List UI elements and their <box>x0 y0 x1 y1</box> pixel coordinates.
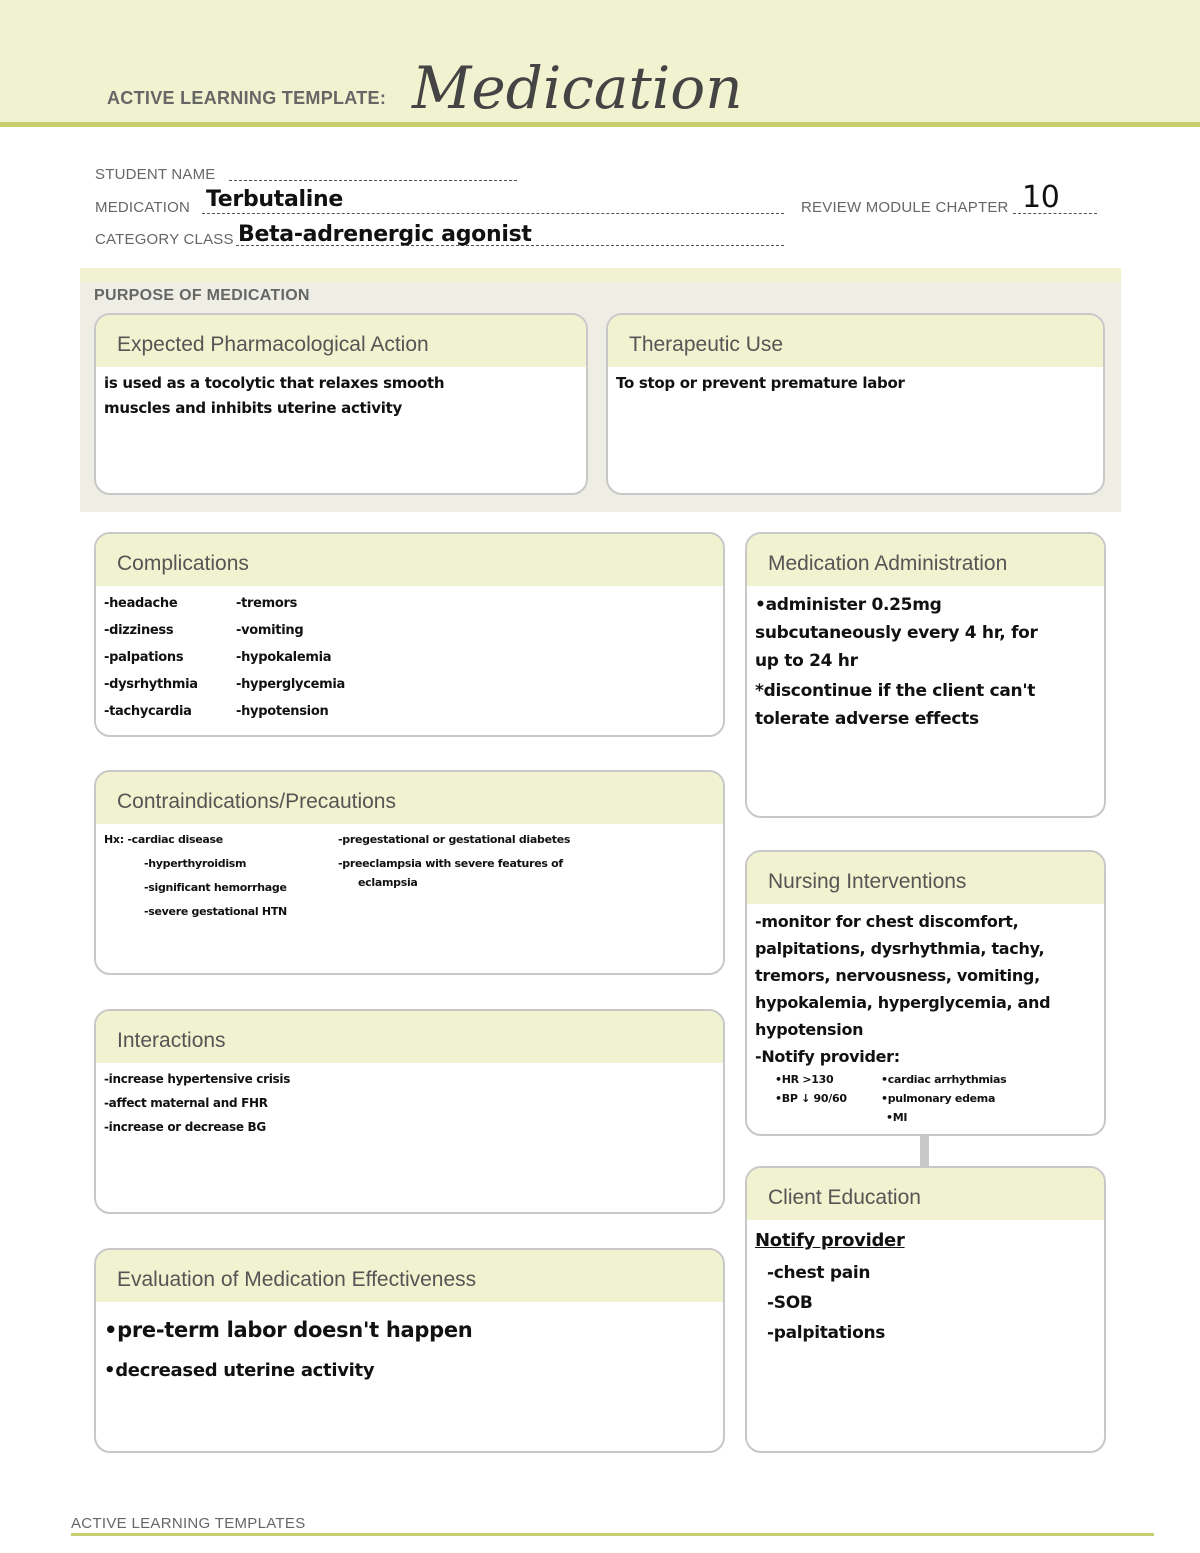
nursing-content <box>747 904 1104 1127</box>
notify-provider-list <box>755 1070 1096 1127</box>
complications-column <box>236 590 345 725</box>
expected-action-content <box>96 367 586 421</box>
complications-column <box>104 590 236 725</box>
evaluation-item: •pre-term labor doesn't happen <box>104 1318 473 1342</box>
nursing-line: tremors, nervousness, vomiting, <box>755 966 1040 985</box>
contraindications-column <box>104 828 338 924</box>
nursing-line: palpitations, dysrhythmia, tachy, <box>755 939 1045 958</box>
interaction-item: -affect maternal and FHR <box>104 1096 268 1110</box>
category-class-label: CATEGORY CLASS <box>95 231 234 248</box>
contraindications-box <box>94 770 725 975</box>
expected-action-line: muscles and inhibits uterine activity <box>104 399 402 417</box>
nursing-line: hypokalemia, hyperglycemia, and <box>755 993 1051 1012</box>
notify-item: •MI <box>886 1111 908 1124</box>
therapeutic-use-box <box>606 313 1105 495</box>
page-title: Medication <box>412 54 743 122</box>
contraindication-item: -pregestational or gestational diabetes <box>338 833 571 846</box>
contraindication-item: Hx: -cardiac disease <box>104 833 223 846</box>
complication-item: -headache <box>104 596 178 611</box>
box-connector <box>920 1134 929 1168</box>
complication-item: -palpations <box>104 650 184 665</box>
review-module-label: REVIEW MODULE CHAPTER <box>801 199 1009 216</box>
education-box <box>745 1166 1106 1453</box>
administration-line: tolerate adverse effects <box>755 709 979 729</box>
complication-item: -vomiting <box>236 623 304 638</box>
notify-column <box>881 1070 1006 1127</box>
complications-heading: Complications <box>96 534 723 586</box>
interaction-item: -increase hypertensive crisis <box>104 1072 291 1086</box>
evaluation-item: •decreased uterine activity <box>104 1360 375 1381</box>
nursing-line: -Notify provider: <box>755 1047 900 1066</box>
student-name-label: STUDENT NAME <box>95 166 216 183</box>
administration-line: subcutaneously every 4 hr, for <box>755 623 1038 643</box>
education-item: -chest pain <box>767 1263 871 1283</box>
nursing-heading: Nursing Interventions <box>747 852 1104 904</box>
administration-line: •administer 0.25mg <box>755 595 942 615</box>
notify-item: •pulmonary edema <box>881 1092 996 1105</box>
education-title: Notify provider <box>755 1230 905 1251</box>
evaluation-box <box>94 1248 725 1453</box>
review-module-value: 10 <box>1022 180 1060 215</box>
complications-box <box>94 532 725 737</box>
contraindication-item: eclampsia <box>358 876 418 889</box>
category-class-value: Beta-adrenergic agonist <box>238 222 532 247</box>
header-divider <box>0 122 1200 127</box>
evaluation-heading: Evaluation of Medication Effectiveness <box>96 1250 723 1302</box>
complication-item: -tremors <box>236 596 298 611</box>
complication-item: -dysrhythmia <box>104 677 198 692</box>
notify-item: •cardiac arrhythmias <box>881 1073 1007 1086</box>
student-name-field[interactable] <box>229 180 517 181</box>
contraindication-item: -hyperthyroidism <box>144 857 247 870</box>
nursing-box <box>745 850 1106 1136</box>
therapeutic-use-content <box>608 367 1103 396</box>
template-label: ACTIVE LEARNING TEMPLATE: <box>107 88 387 108</box>
contraindication-item: -significant hemorrhage <box>144 881 287 894</box>
education-heading: Client Education <box>747 1168 1104 1220</box>
notify-column <box>775 1070 881 1127</box>
therapeutic-use-heading: Therapeutic Use <box>608 315 1103 367</box>
therapeutic-use-line: To stop or prevent premature labor <box>616 374 905 392</box>
contraindications-heading: Contraindications/Precautions <box>96 772 723 824</box>
interactions-box <box>94 1009 725 1214</box>
complication-item: -dizziness <box>104 623 174 638</box>
administration-line: up to 24 hr <box>755 651 858 671</box>
contraindication-item: -preeclampsia with severe features of <box>338 857 563 870</box>
contraindications-column <box>338 828 570 924</box>
education-content <box>747 1220 1104 1348</box>
education-item: -SOB <box>767 1293 813 1313</box>
evaluation-content <box>96 1302 723 1388</box>
interactions-heading: Interactions <box>96 1011 723 1063</box>
interactions-content <box>96 1063 723 1139</box>
education-item: -palpitations <box>767 1323 886 1343</box>
notify-item: •BP ↓ 90/60 <box>775 1092 847 1105</box>
administration-box <box>745 532 1106 818</box>
expected-action-box <box>94 313 588 495</box>
footer-divider <box>71 1533 1154 1536</box>
purpose-label: PURPOSE OF MEDICATION <box>94 287 310 304</box>
administration-line: *discontinue if the client can't <box>755 681 1036 701</box>
interaction-item: -increase or decrease BG <box>104 1120 266 1134</box>
complication-item: -tachycardia <box>104 704 192 719</box>
administration-heading: Medication Administration <box>747 534 1104 586</box>
nursing-line: hypotension <box>755 1020 864 1039</box>
complication-item: -hypotension <box>236 704 329 719</box>
contraindications-content <box>96 824 723 924</box>
complications-content <box>96 586 723 725</box>
administration-content <box>747 586 1104 732</box>
notify-item: •HR >130 <box>775 1073 834 1086</box>
complication-item: -hypokalemia <box>236 650 332 665</box>
expected-action-line: is used as a tocolytic that relaxes smooth <box>104 374 445 392</box>
nursing-line: -monitor for chest discomfort, <box>755 912 1019 931</box>
footer-label: ACTIVE LEARNING TEMPLATES <box>71 1515 306 1532</box>
complication-item: -hyperglycemia <box>236 677 345 692</box>
contraindication-item: -severe gestational HTN <box>144 905 287 918</box>
expected-action-heading: Expected Pharmacological Action <box>96 315 586 367</box>
medication-field[interactable] <box>202 213 784 214</box>
medication-label: MEDICATION <box>95 199 191 216</box>
medication-value: Terbutaline <box>206 187 343 212</box>
